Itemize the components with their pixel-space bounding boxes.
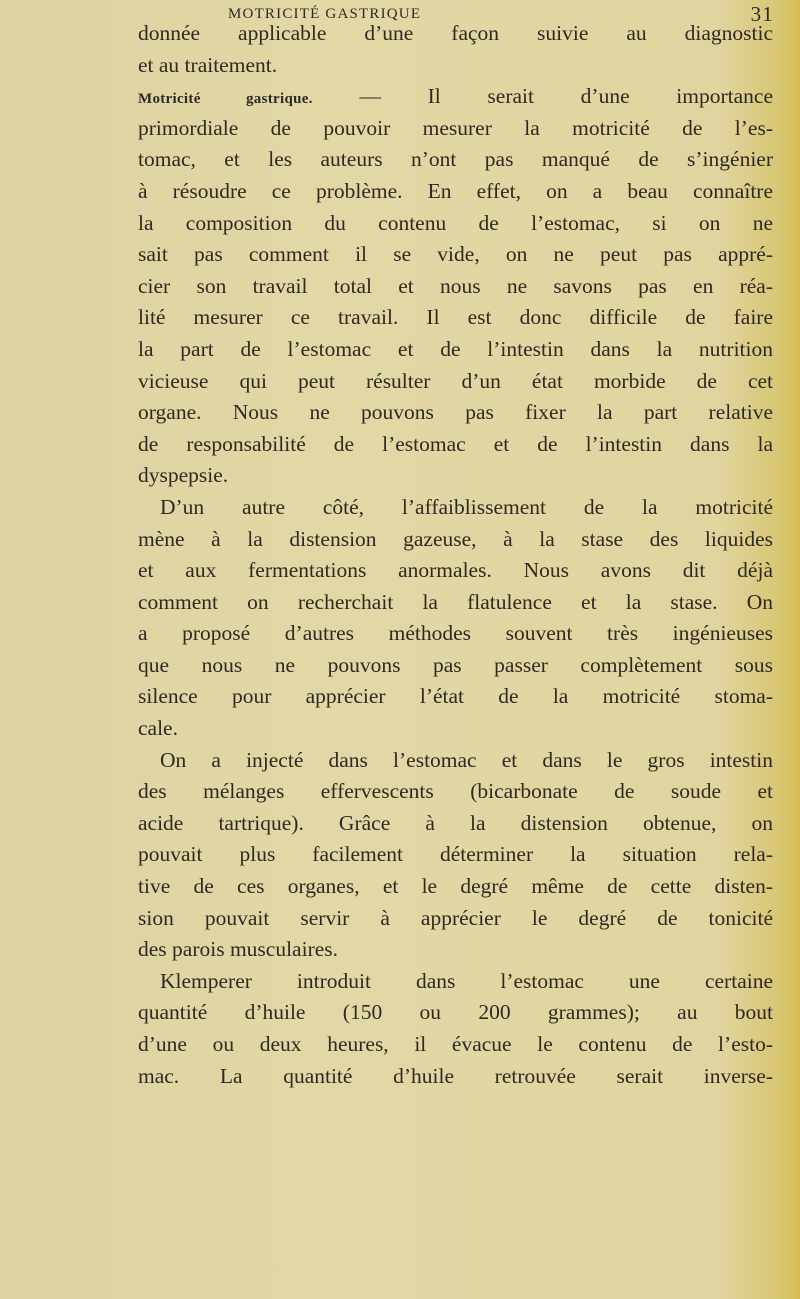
line-text: des parois musculaires. <box>138 937 339 962</box>
page-number: 31 <box>750 2 774 26</box>
line-text: la part de l’estomac et de l’intestin dans la nutrition <box>138 336 773 361</box>
line-text: a proposé d’autres méthodes souvent très ingénieuses <box>138 621 773 646</box>
line-text: On a injecté dans l’estomac et dans le gros intestin <box>160 747 773 772</box>
line-text: acide tartrique). Grâce à la distension obtenue, on <box>138 810 773 835</box>
text-line <box>138 366 773 398</box>
text-line <box>138 208 773 240</box>
text-line <box>138 429 773 461</box>
text-line <box>138 460 773 492</box>
line-text: — Il serait d’une importance <box>312 84 773 109</box>
text-line <box>138 113 773 145</box>
text-line <box>138 18 773 50</box>
text-line <box>138 681 773 713</box>
line-text: comment on recherchait la flatulence et la stase. On <box>138 589 773 614</box>
line-text: la composition du contenu de l’estomac, si on ne <box>138 210 773 235</box>
text-line <box>138 745 773 777</box>
text-line <box>138 50 773 82</box>
text-line <box>138 903 773 935</box>
line-text: organe. Nous ne pouvons pas fixer la part relative <box>138 400 773 425</box>
text-line <box>138 1029 773 1061</box>
text-line <box>138 966 773 998</box>
text-line <box>138 81 773 113</box>
text-line <box>138 334 773 366</box>
text-line <box>138 271 773 303</box>
text-line <box>138 302 773 334</box>
text-line <box>138 239 773 271</box>
text-line <box>138 492 773 524</box>
line-text: vicieuse qui peut résulter d’un état morbide de cet <box>138 368 773 393</box>
section-rubric: Motricité gastrique. <box>138 91 313 108</box>
text-line <box>138 776 773 808</box>
line-text: tomac, et les auteurs n’ont pas manqué de s’ingénier <box>138 147 773 172</box>
line-text: sait pas comment il se vide, on ne peut pas appré- <box>138 242 773 267</box>
text-line <box>138 997 773 1029</box>
text-line <box>138 1061 773 1093</box>
line-text: primordiale de pouvoir mesurer la motricité de l’es- <box>138 115 773 140</box>
line-text: de responsabilité de l’estomac et de l’intestin dans la <box>138 431 773 456</box>
line-text: cier son travail total et nous ne savons pas en réa- <box>138 273 773 298</box>
text-line <box>138 808 773 840</box>
line-text: sion pouvait servir à apprécier le degré de tonicité <box>138 905 773 930</box>
text-line <box>138 397 773 429</box>
line-text: à résoudre ce problème. En effet, on a beau connaître <box>138 178 773 203</box>
text-line <box>138 144 773 176</box>
text-line <box>138 176 773 208</box>
line-text: cale. <box>138 716 178 741</box>
line-text: silence pour apprécier l’état de la motricité stoma- <box>138 684 773 709</box>
line-text: d’une ou deux heures, il évacue le contenu de l’esto- <box>138 1032 773 1056</box>
line-text: tive de ces organes, et le degré même de cette disten- <box>138 874 773 899</box>
text-line <box>138 524 773 556</box>
running-title: MOTRICITÉ GASTRIQUE <box>228 6 422 22</box>
line-text: Klemperer introduit dans l’estomac une certaine <box>160 968 773 993</box>
line-text: donnée applicable d’une façon suivie au diagnostic <box>138 21 773 45</box>
line-text: quantité d’huile (150 ou 200 grammes); au bout <box>138 1000 773 1025</box>
text-line <box>138 871 773 903</box>
line-text: pouvait plus facilement déterminer la situation rela- <box>138 842 773 867</box>
text-line <box>138 618 773 650</box>
line-text: que nous ne pouvons pas passer complètement sous <box>138 652 773 677</box>
text-line <box>138 650 773 682</box>
text-line <box>138 934 773 966</box>
line-text: lité mesurer ce travail. Il est donc difficile de faire <box>138 305 773 330</box>
text-line <box>138 713 773 745</box>
text-line <box>138 555 773 587</box>
line-text: mène à la distension gazeuse, à la stase des liquides <box>138 526 773 551</box>
line-text: dyspepsie. <box>138 463 229 488</box>
line-text: D’un autre côté, l’affaiblissement de la motricité <box>160 494 773 519</box>
line-text: et au traitement. <box>138 52 278 77</box>
text-line <box>138 587 773 619</box>
text-line <box>138 839 773 871</box>
line-text: mac. La quantité d’huile retrouvée serait inverse- <box>138 1063 773 1088</box>
line-text: des mélanges effervescents (bicarbonate de soude et <box>138 779 773 804</box>
line-text: et aux fermentations anormales. Nous avons dit déjà <box>138 558 773 583</box>
body-text <box>138 18 773 1092</box>
